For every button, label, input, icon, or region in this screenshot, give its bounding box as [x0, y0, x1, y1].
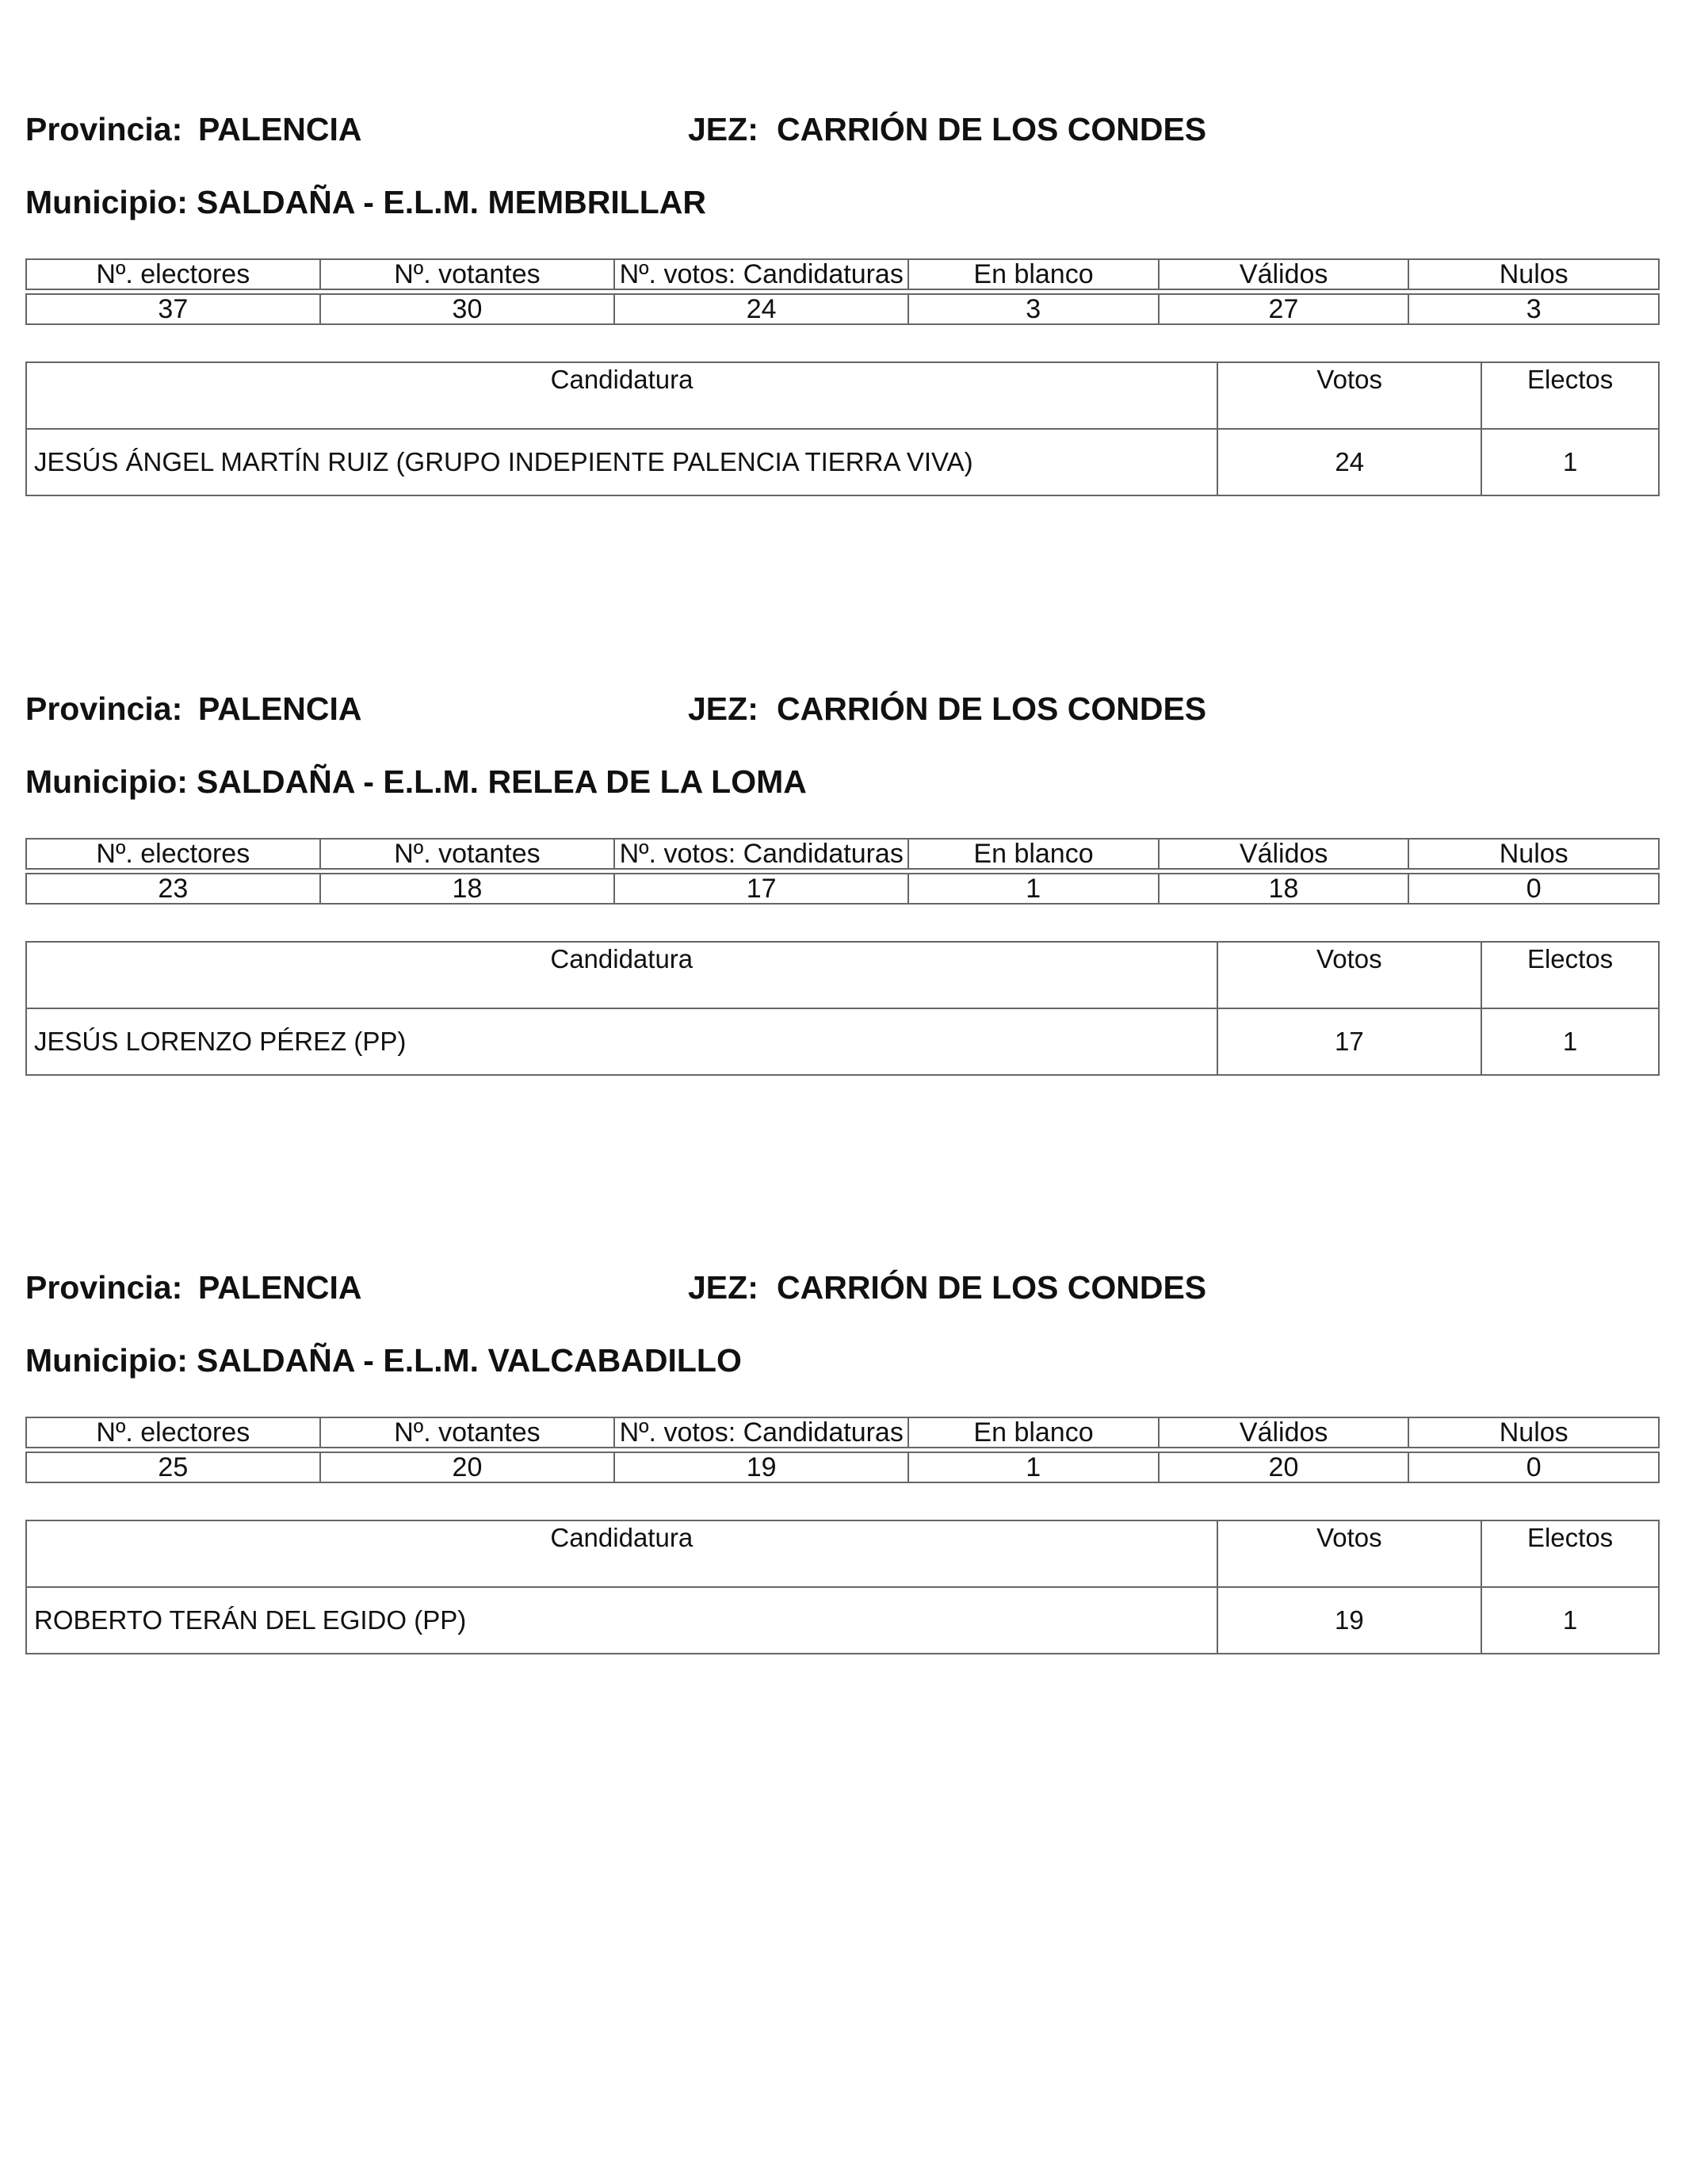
- provincia-label: Provincia:: [25, 1269, 183, 1306]
- stat-value-en-blanco: 1: [908, 874, 1159, 904]
- stat-value-validos: 27: [1159, 294, 1409, 324]
- stat-value-nulos: 3: [1408, 294, 1659, 324]
- stat-header: Nº. votantes: [320, 259, 615, 289]
- stat-value-nulos: 0: [1408, 1452, 1659, 1482]
- stat-value-electores: 25: [26, 1452, 320, 1482]
- stats-values-table: [25, 873, 1660, 905]
- municipality-header: [25, 1342, 742, 1387]
- municipio-value: SALDAÑA - E.L.M. MEMBRILLAR: [197, 184, 707, 220]
- stats-block: [25, 258, 1660, 325]
- candidates-table: [25, 941, 1660, 1076]
- stat-header: Nº. electores: [26, 839, 320, 869]
- stat-header: Nº. votos: Candidaturas: [614, 259, 908, 289]
- candidates-table: [25, 361, 1660, 496]
- municipio-value: SALDAÑA - E.L.M. RELEA DE LA LOMA: [197, 763, 807, 800]
- municipio-label: Municipio:: [25, 184, 188, 220]
- candidate-electos: 1: [1481, 1587, 1659, 1654]
- stat-header: Nulos: [1408, 259, 1659, 289]
- stats-header-table: [25, 838, 1660, 870]
- stat-value-votantes: 30: [320, 294, 615, 324]
- jez-value: CARRIÓN DE LOS CONDES: [777, 1269, 1207, 1306]
- stat-value-en-blanco: 3: [908, 294, 1159, 324]
- stat-header: Válidos: [1159, 1417, 1409, 1448]
- electos-header: Electos: [1481, 362, 1659, 429]
- provincia-value: PALENCIA: [198, 690, 362, 727]
- stat-header: Válidos: [1159, 839, 1409, 869]
- table-row: [26, 1008, 1659, 1075]
- candidate-votos: 17: [1217, 1008, 1482, 1075]
- stat-value-validos: 18: [1159, 874, 1409, 904]
- jez-value: CARRIÓN DE LOS CONDES: [777, 111, 1207, 147]
- provincia-label: Provincia:: [25, 111, 183, 147]
- stat-value-votantes: 18: [320, 874, 615, 904]
- jez-label: JEZ:: [688, 1269, 758, 1306]
- jez-value: CARRIÓN DE LOS CONDES: [777, 690, 1207, 727]
- province-header: [25, 690, 1207, 735]
- stats-values-table: [25, 293, 1660, 325]
- provincia-value: PALENCIA: [198, 111, 362, 147]
- municipality-header: [25, 763, 807, 808]
- stat-value-en-blanco: 1: [908, 1452, 1159, 1482]
- stat-header: En blanco: [908, 1417, 1159, 1448]
- stat-value-nulos: 0: [1408, 874, 1659, 904]
- table-row: [26, 1587, 1659, 1654]
- provincia-label: Provincia:: [25, 690, 183, 727]
- stats-block: [25, 838, 1660, 905]
- stat-header: Nº. votos: Candidaturas: [614, 1417, 908, 1448]
- electos-header: Electos: [1481, 1520, 1659, 1587]
- province-header: [25, 111, 1207, 155]
- candidate-votos: 24: [1217, 429, 1481, 495]
- stat-header: En blanco: [908, 259, 1159, 289]
- stat-header: Nº. electores: [26, 1417, 320, 1448]
- candidatura-header: Candidatura: [26, 1520, 1217, 1587]
- province-header: [25, 1269, 1207, 1314]
- candidate-electos: 1: [1481, 429, 1659, 495]
- municipio-label: Municipio:: [25, 763, 188, 800]
- candidatura-header: Candidatura: [26, 362, 1217, 429]
- municipio-value: SALDAÑA - E.L.M. VALCABADILLO: [197, 1342, 742, 1379]
- candidate-electos: 1: [1481, 1008, 1659, 1075]
- electos-header: Electos: [1481, 942, 1659, 1008]
- stat-header: Nulos: [1408, 1417, 1659, 1448]
- stat-value-candidaturas: 17: [614, 874, 908, 904]
- stat-value-validos: 20: [1159, 1452, 1409, 1482]
- stats-header-table: [25, 258, 1660, 290]
- votos-header: Votos: [1217, 1520, 1482, 1587]
- candidate-name: ROBERTO TERÁN DEL EGIDO (PP): [26, 1587, 1217, 1654]
- stat-header: Válidos: [1159, 259, 1409, 289]
- stat-header: Nulos: [1408, 839, 1659, 869]
- stat-header: Nº. votantes: [320, 1417, 615, 1448]
- municipality-header: [25, 184, 707, 228]
- stat-header: Nº. electores: [26, 259, 320, 289]
- stat-header: Nº. votantes: [320, 839, 615, 869]
- candidate-name: JESÚS ÁNGEL MARTÍN RUIZ (GRUPO INDEPIENTE PALENCIA TIERRA VIVA): [26, 429, 1217, 495]
- jez-label: JEZ:: [688, 690, 758, 727]
- candidate-votos: 19: [1217, 1587, 1482, 1654]
- jez-label: JEZ:: [688, 111, 758, 147]
- stat-value-candidaturas: 19: [614, 1452, 908, 1482]
- stat-value-votantes: 20: [320, 1452, 615, 1482]
- votos-header: Votos: [1217, 362, 1481, 429]
- table-row: [26, 429, 1659, 495]
- votos-header: Votos: [1217, 942, 1482, 1008]
- stat-header: Nº. votos: Candidaturas: [614, 839, 908, 869]
- provincia-value: PALENCIA: [198, 1269, 362, 1306]
- candidates-table: [25, 1520, 1660, 1654]
- stats-block: [25, 1417, 1660, 1483]
- stat-value-electores: 37: [26, 294, 320, 324]
- stat-header: En blanco: [908, 839, 1159, 869]
- stats-values-table: [25, 1452, 1660, 1483]
- stat-value-candidaturas: 24: [614, 294, 908, 324]
- candidate-name: JESÚS LORENZO PÉREZ (PP): [26, 1008, 1217, 1075]
- stat-value-electores: 23: [26, 874, 320, 904]
- stats-header-table: [25, 1417, 1660, 1448]
- municipio-label: Municipio:: [25, 1342, 188, 1379]
- candidatura-header: Candidatura: [26, 942, 1217, 1008]
